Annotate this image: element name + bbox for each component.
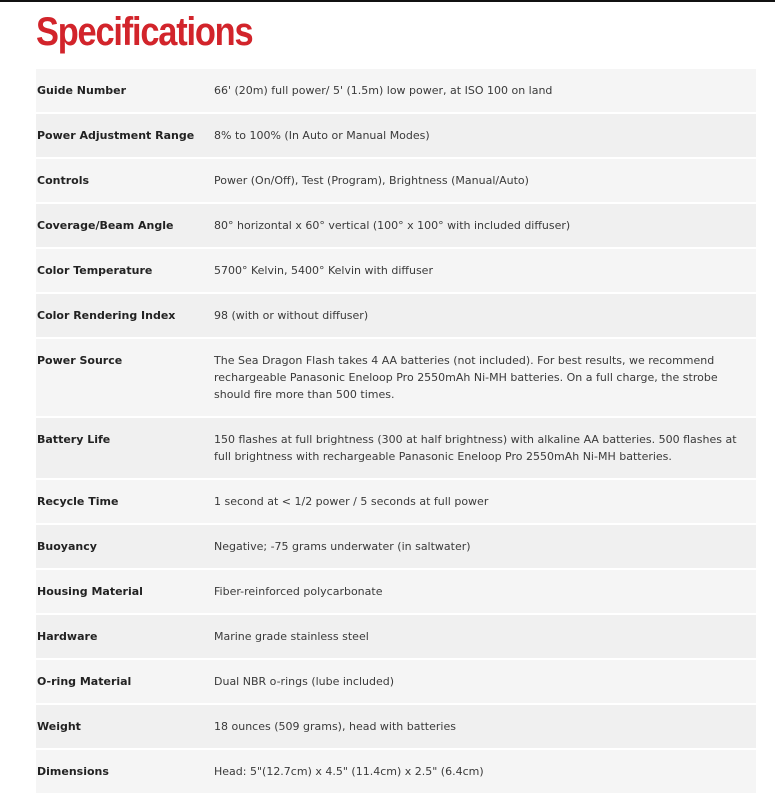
spec-label: Guide Number (36, 69, 213, 113)
spec-row-color-rendering-index (36, 293, 756, 338)
spec-value: The Sea Dragon Flash takes 4 AA batteries (not included). For best results, we recommend rechargeable Panasonic Eneloop Pro 2550mAh Ni-MH batteries. On a full charge, the strobe should fire more than 500 times. (213, 338, 756, 417)
spec-label: Color Rendering Index (36, 293, 213, 338)
spec-value: Head: 5"(12.7cm) x 4.5" (11.4cm) x 2.5" (6.4cm) (213, 749, 756, 794)
spec-row-color-temperature (36, 248, 756, 293)
spec-row-buoyancy (36, 524, 756, 569)
spec-row-o-ring-material (36, 659, 756, 704)
spec-value: 150 flashes at full brightness (300 at half brightness) with alkaline AA batteries. 500 flashes at full brightness with rechargeable Panasonic Eneloop Pro 2550mAh Ni-MH batteries. (213, 417, 756, 479)
spec-row-weight (36, 704, 756, 749)
page-title: Specifications (36, 10, 253, 54)
spec-value: 8% to 100% (In Auto or Manual Modes) (213, 113, 756, 158)
spec-row-recycle-time (36, 479, 756, 524)
spec-label: Dimensions (36, 749, 213, 794)
specifications-table (36, 69, 756, 795)
spec-row-power-adjustment-range (36, 113, 756, 158)
spec-label: Recycle Time (36, 479, 213, 524)
spec-value: 18 ounces (509 grams), head with batteries (213, 704, 756, 749)
spec-label: Buoyancy (36, 524, 213, 569)
spec-value: 80° horizontal x 60° vertical (100° x 100° with included diffuser) (213, 203, 756, 248)
spec-value: 5700° Kelvin, 5400° Kelvin with diffuser (213, 248, 756, 293)
spec-row-dimensions (36, 749, 756, 794)
spec-row-hardware (36, 614, 756, 659)
spec-row-guide-number (36, 69, 756, 113)
spec-label: Color Temperature (36, 248, 213, 293)
spec-label: Power Source (36, 338, 213, 417)
spec-row-battery-life (36, 417, 756, 479)
spec-row-controls (36, 158, 756, 203)
spec-label: Housing Material (36, 569, 213, 614)
spec-row-housing-material (36, 569, 756, 614)
spec-label: Controls (36, 158, 213, 203)
spec-value: Negative; -75 grams underwater (in saltwater) (213, 524, 756, 569)
spec-label: Coverage/Beam Angle (36, 203, 213, 248)
spec-value: Power (On/Off), Test (Program), Brightness (Manual/Auto) (213, 158, 756, 203)
spec-label: Hardware (36, 614, 213, 659)
spec-value: 98 (with or without diffuser) (213, 293, 756, 338)
spec-value: Marine grade stainless steel (213, 614, 756, 659)
spec-value: Dual NBR o-rings (lube included) (213, 659, 756, 704)
spec-row-coverage-beam-angle (36, 203, 756, 248)
spec-label: Power Adjustment Range (36, 113, 213, 158)
top-divider (0, 0, 775, 2)
spec-label: O-ring Material (36, 659, 213, 704)
spec-label: Weight (36, 704, 213, 749)
spec-value: 1 second at < 1/2 power / 5 seconds at full power (213, 479, 756, 524)
spec-value: Fiber-reinforced polycarbonate (213, 569, 756, 614)
spec-label: Battery Life (36, 417, 213, 479)
spec-row-power-source (36, 338, 756, 417)
spec-value: 66' (20m) full power/ 5' (1.5m) low power, at ISO 100 on land (213, 69, 756, 113)
